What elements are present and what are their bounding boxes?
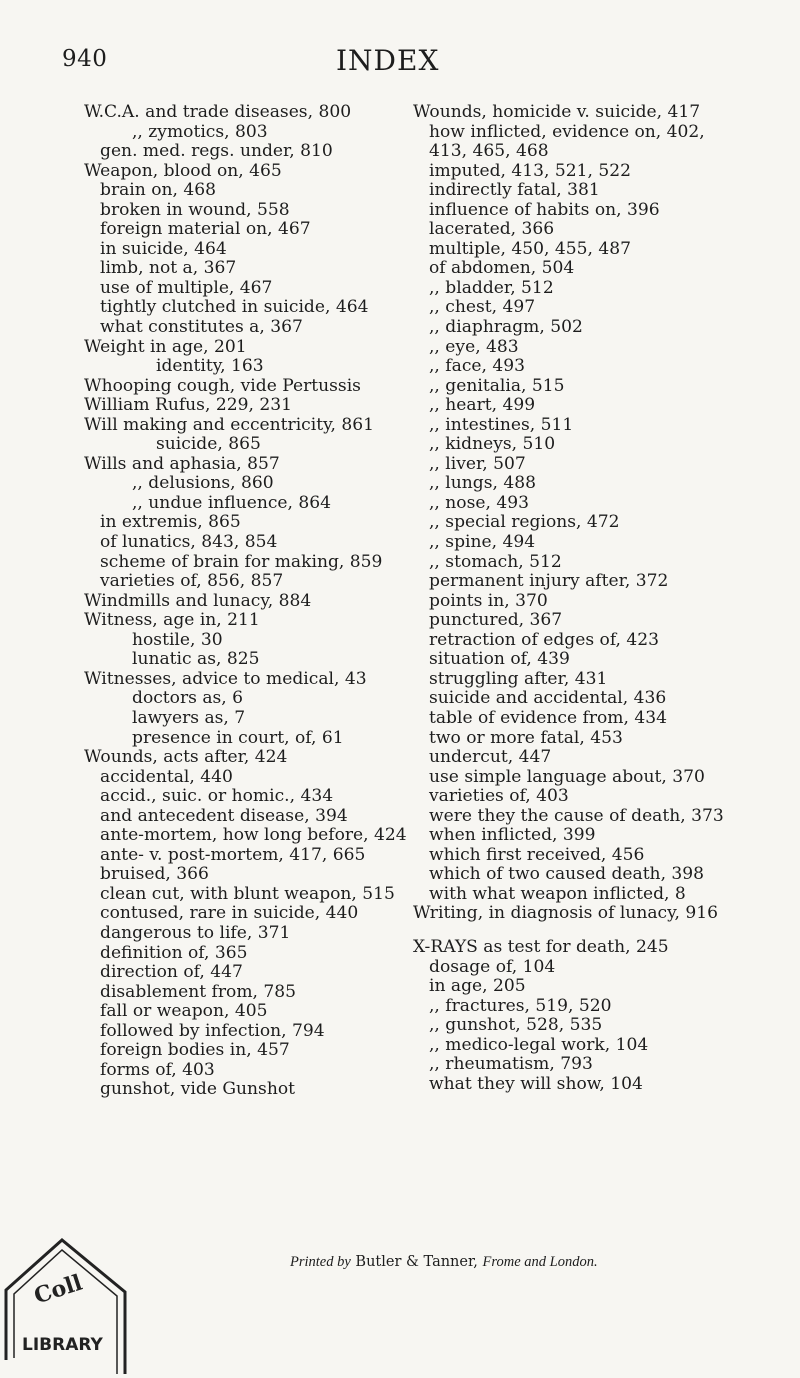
printer-imprint [290, 1254, 598, 1271]
index-entry: William Rufus, 229, 231 [84, 395, 292, 416]
index-entry: use simple language about, 370 [429, 766, 705, 787]
index-entry: Weight in age, 201 [84, 336, 247, 357]
page-number: 940 [62, 46, 108, 72]
index-entry: imputed, 413, 521, 522 [429, 160, 632, 181]
index-entry: varieties of, 403 [429, 786, 569, 807]
index-entry: Wounds, homicide v. suicide, 417 [413, 102, 701, 122]
index-entry: struggling after, 431 [429, 668, 608, 689]
index-entry: ,, spine, 494 [429, 532, 536, 553]
index-entry: W.C.A. and trade diseases, 800 [84, 102, 352, 122]
index-entry: gunshot, vide Gunshot [100, 1079, 296, 1100]
library-stamp [0, 1230, 135, 1374]
index-entry: with what weapon inflicted, 8 [429, 883, 686, 904]
index-entry: lawyers as, 7 [132, 707, 246, 728]
index-entry: foreign bodies in, 457 [100, 1040, 290, 1061]
index-entry: accidental, 440 [100, 766, 233, 787]
index-entry: varieties of, 856, 857 [100, 571, 284, 592]
index-entry: Witnesses, advice to medical, 43 [84, 668, 367, 689]
index-entry: forms of, 403 [100, 1059, 215, 1080]
index-entry: scheme of brain for making, 859 [100, 551, 383, 572]
index-entry: dosage of, 104 [429, 956, 556, 977]
index-entry: foreign material on, 467 [100, 219, 311, 240]
index-entry: ,, face, 493 [429, 356, 526, 377]
index-entry: fall or weapon, 405 [100, 1001, 268, 1022]
index-entry: ,, special regions, 472 [429, 512, 620, 533]
index-entry: Wills and aphasia, 857 [84, 453, 280, 474]
index-entry: X-RAYS as test for death, 245 [413, 936, 669, 957]
index-entry: Weapon, blood on, 465 [84, 160, 282, 181]
index-entry: multiple, 450, 455, 487 [429, 238, 632, 259]
index-entry: ,, lungs, 488 [429, 473, 536, 494]
index-entry: table of evidence from, 434 [429, 707, 667, 728]
index-entry: Will making and eccentricity, 861 [84, 414, 374, 435]
index-entry: when inflicted, 399 [429, 825, 596, 846]
svg-text:LIBRARY: LIBRARY [22, 1335, 103, 1355]
index-entry: Witness, age in, 211 [84, 610, 260, 631]
index-entry: in extremis, 865 [100, 512, 241, 533]
index-entry: Writing, in diagnosis of lunacy, 916 [413, 903, 718, 924]
index-entry: and antecedent disease, 394 [100, 805, 348, 826]
index-entry: ,, fractures, 519, 520 [429, 995, 612, 1016]
index-entry: two or more fatal, 453 [429, 727, 623, 748]
index-entry: ante- v. post-mortem, 417, 665 [100, 844, 366, 865]
index-entry: influence of habits on, 396 [429, 199, 660, 220]
index-entry: disablement from, 785 [100, 981, 297, 1002]
index-entry: Windmills and lunacy, 884 [84, 590, 312, 611]
index-entry: definition of, 365 [100, 942, 248, 963]
index-entry: dangerous to life, 371 [100, 922, 291, 943]
index-entry: clean cut, with blunt weapon, 515 [100, 883, 395, 904]
index-entry: lunatic as, 825 [132, 649, 260, 670]
index-entry: ,, bladder, 512 [429, 277, 554, 298]
index-column-left [84, 102, 407, 1100]
index-column-right [413, 103, 783, 1094]
index-entry: ,, stomach, 512 [429, 551, 562, 572]
index-entry: ,, zymotics, 803 [132, 121, 268, 142]
index-entry: ,, delusions, 860 [132, 473, 274, 494]
index-entry: retraction of edges of, 423 [429, 629, 660, 650]
index-entry: ,, genitalia, 515 [429, 375, 565, 396]
index-entry: ,, kidneys, 510 [429, 434, 556, 455]
index-entry: doctors as, 6 [132, 688, 244, 709]
index-entry: broken in wound, 558 [100, 199, 290, 220]
index-entry: 413, 465, 468 [429, 141, 549, 162]
imprint-prefix: Printed by [290, 1254, 351, 1270]
index-entry: ante-mortem, how long before, 424 [100, 825, 407, 846]
index-entry: presence in court, of, 61 [132, 727, 344, 748]
index-entry: what they will show, 104 [429, 1073, 643, 1094]
index-entry: in age, 205 [429, 976, 526, 997]
index-entry: punctured, 367 [429, 610, 563, 631]
index-entry: suicide and accidental, 436 [429, 688, 667, 709]
index-entry: accid., suic. or homic., 434 [100, 786, 334, 807]
index-entry: undercut, 447 [429, 747, 552, 768]
index-entry: ,, chest, 497 [429, 297, 536, 318]
index-entry: ,, undue influence, 864 [132, 492, 332, 513]
index-entry: points in, 370 [429, 590, 548, 611]
index-entry: identity, 163 [156, 356, 264, 377]
index-entry: brain on, 468 [100, 180, 217, 201]
imprint-place: Frome and London. [482, 1254, 598, 1270]
index-entry: ,, eye, 483 [429, 336, 519, 357]
index-entry: ,, gunshot, 528, 535 [429, 1015, 603, 1036]
index-entry: ,, intestines, 511 [429, 414, 574, 435]
index-entry: lacerated, 366 [429, 219, 555, 240]
index-entry: what constitutes a, 367 [100, 317, 303, 338]
index-entry: of lunatics, 843, 854 [100, 532, 278, 553]
index-entry: limb, not a, 367 [100, 258, 237, 279]
index-entry: ,, rheumatism, 793 [429, 1054, 593, 1075]
index-entry: Whooping cough, vide Pertussis [84, 375, 361, 396]
library-stamp-icon [0, 1230, 135, 1374]
index-entry: how inflicted, evidence on, 402, [429, 121, 705, 142]
index-entry: in suicide, 464 [100, 238, 227, 259]
index-entry: followed by infection, 794 [100, 1020, 325, 1041]
index-entry: Wounds, acts after, 424 [84, 747, 288, 768]
index-entry: ,, heart, 499 [429, 395, 536, 416]
index-entry: suicide, 865 [156, 434, 261, 455]
index-entry: which first received, 456 [429, 844, 645, 865]
index-entry: of abdomen, 504 [429, 258, 575, 279]
index-entry: direction of, 447 [100, 962, 243, 983]
index-entry: bruised, 366 [100, 864, 209, 885]
index-entry: which of two caused death, 398 [429, 864, 705, 885]
index-entry: ,, nose, 493 [429, 492, 529, 513]
index-entry: permanent injury after, 372 [429, 571, 669, 592]
index-entry: tightly clutched in suicide, 464 [100, 297, 369, 318]
index-entry: hostile, 30 [132, 629, 223, 650]
page-title: INDEX [336, 44, 440, 77]
index-entry: were they the cause of death, 373 [429, 805, 724, 826]
index-entry: indirectly fatal, 381 [429, 180, 600, 201]
svg-text:Coll: Coll [30, 1269, 86, 1310]
imprint-printer: Butler & Tanner, [355, 1254, 478, 1270]
index-entry: use of multiple, 467 [100, 277, 273, 298]
index-entry: ,, liver, 507 [429, 453, 526, 474]
index-entry: gen. med. regs. under, 810 [100, 141, 333, 162]
index-entry: ,, medico-legal work, 104 [429, 1034, 649, 1055]
index-entry: contused, rare in suicide, 440 [100, 903, 359, 924]
index-entry: situation of, 439 [429, 649, 570, 670]
section-gap [413, 924, 783, 938]
page-header [0, 44, 800, 84]
index-entry: ,, diaphragm, 502 [429, 317, 583, 338]
